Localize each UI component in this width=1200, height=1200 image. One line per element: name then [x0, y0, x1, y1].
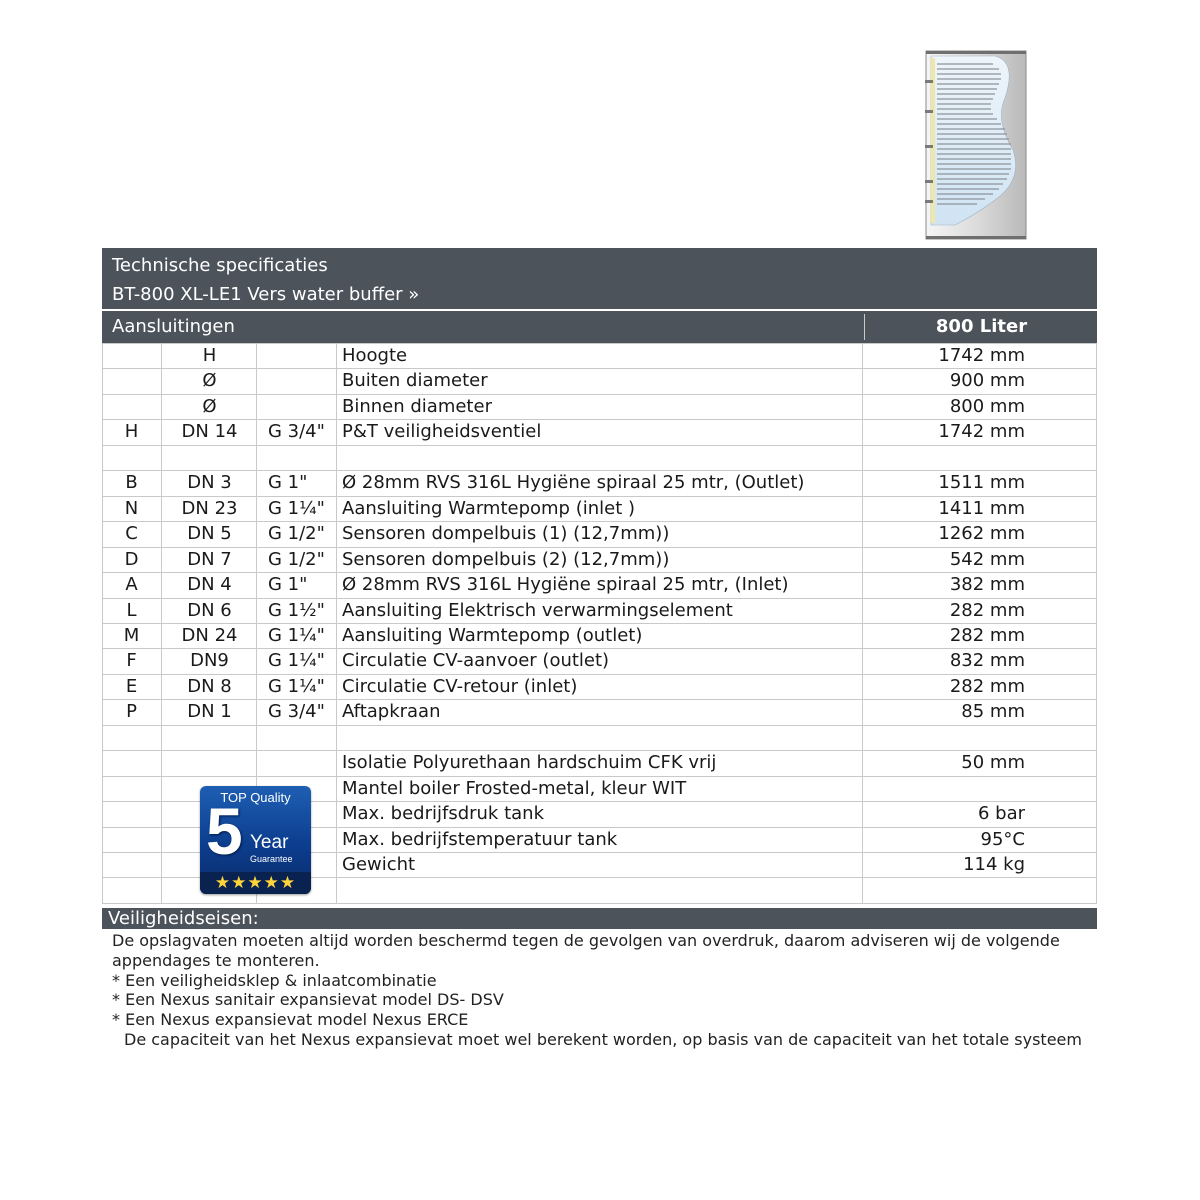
cell-desc: Aansluiting Warmtepomp (outlet)	[342, 625, 643, 646]
cell-value: 800 mm	[949, 396, 1025, 417]
safety-line: * Een Nexus sanitair expansievat model DS- DSV	[112, 990, 504, 1010]
cell-value: 1511 mm	[938, 472, 1025, 493]
table-row	[102, 394, 1097, 419]
cell-desc: Aansluiting Warmtepomp (inlet )	[342, 498, 636, 519]
cell-desc: Max. bedrijfstemperatuur tank	[342, 829, 618, 850]
badge-guarantee: Guarantee	[250, 854, 293, 864]
badge-number: 5	[206, 794, 243, 868]
cell-value: 1262 mm	[938, 523, 1025, 544]
cell-code: B	[125, 472, 138, 493]
cell-desc: Buiten diameter	[342, 370, 488, 391]
buffer-tank-image	[925, 50, 1027, 240]
cell-desc: Sensoren dompelbuis (2) (12,7mm))	[342, 549, 670, 570]
table-row	[102, 496, 1097, 521]
table-row	[102, 648, 1097, 673]
table-row	[102, 547, 1097, 572]
cell-desc: Sensoren dompelbuis (1) (12,7mm))	[342, 523, 670, 544]
safety-text	[112, 931, 1092, 1050]
cell-value: 382 mm	[949, 574, 1025, 595]
cell-code: C	[125, 523, 138, 544]
cell-desc: Hoogte	[342, 345, 408, 366]
safety-title: Veiligheidseisen:	[102, 908, 1097, 929]
cell-dn: DN 23	[181, 498, 238, 519]
cell-code: H	[124, 421, 139, 442]
cell-dn: DN 4	[187, 574, 232, 595]
cell-thread: G 3/4"	[268, 421, 325, 442]
spec-header	[102, 248, 1097, 309]
cell-thread: G 1½"	[268, 600, 325, 621]
table-row	[102, 470, 1097, 495]
cell-code: A	[125, 574, 138, 595]
cell-desc: Ø 28mm RVS 316L Hygiëne spiraal 25 mtr, (Inlet)	[342, 574, 789, 595]
section-label: Aansluitingen	[112, 316, 235, 337]
table-row	[102, 623, 1097, 648]
table-row	[102, 445, 1097, 470]
table-row	[102, 674, 1097, 699]
cell-value: 900 mm	[949, 370, 1025, 391]
cell-desc: Mantel boiler Frosted-metal, kleur WIT	[342, 778, 687, 799]
cell-code: M	[123, 625, 140, 646]
cell-dn: DN 8	[187, 676, 232, 697]
cell-desc: Ø 28mm RVS 316L Hygiëne spiraal 25 mtr, (Outlet)	[342, 472, 805, 493]
table-row	[102, 521, 1097, 546]
badge-top-quality: TOP Quality	[220, 790, 291, 805]
badge-year: Year	[250, 832, 289, 853]
cell-dn: Ø	[202, 370, 217, 391]
cell-thread: G 1/2"	[268, 523, 325, 544]
safety-line: appendages te monteren.	[112, 950, 320, 970]
connections-header	[102, 311, 1097, 343]
table-row	[102, 343, 1097, 368]
cell-code: D	[124, 549, 139, 570]
cell-dn: DN 7	[187, 549, 232, 570]
cell-desc: Circulatie CV-aanvoer (outlet)	[342, 650, 610, 671]
cell-thread: G 1/2"	[268, 549, 325, 570]
cell-value: 832 mm	[949, 650, 1025, 671]
cell-thread: G 3/4"	[268, 701, 325, 722]
cell-value: 1742 mm	[938, 421, 1025, 442]
cell-code: P	[126, 701, 137, 722]
safety-line: * Een veiligheidsklep & inlaatcombinatie	[112, 970, 437, 990]
table-row	[102, 572, 1097, 597]
cell-value: 95°C	[980, 829, 1025, 850]
cell-dn: DN 5	[187, 523, 232, 544]
capacity-label: 800 Liter	[864, 314, 1098, 340]
cell-desc: Circulatie CV-retour (inlet)	[342, 676, 578, 697]
cell-dn: H	[202, 345, 217, 366]
spec-title: Technische specificaties	[112, 255, 328, 276]
cell-dn: DN 1	[187, 701, 232, 722]
cell-thread: G 1"	[268, 472, 308, 493]
cell-thread: G 1¼"	[268, 625, 325, 646]
cell-thread: G 1¼"	[268, 650, 325, 671]
safety-line: * Een Nexus expansievat model Nexus ERCE	[112, 1010, 469, 1030]
guarantee-badge	[200, 786, 311, 894]
cell-desc: Aansluiting Elektrisch verwarmingselement	[342, 600, 733, 621]
cell-desc: Binnen diameter	[342, 396, 492, 417]
cell-value: 50 mm	[961, 752, 1025, 773]
cell-value: 114 kg	[963, 854, 1025, 875]
cell-value: 1742 mm	[938, 345, 1025, 366]
cell-dn: DN9	[190, 650, 229, 671]
cell-value: 85 mm	[961, 701, 1025, 722]
cell-dn: DN 14	[181, 421, 238, 442]
cell-desc: Gewicht	[342, 854, 416, 875]
cell-desc: Aftapkraan	[342, 701, 441, 722]
cell-code: L	[126, 600, 137, 621]
cell-thread: G 1"	[268, 574, 308, 595]
product-name: BT-800 XL-LE1 Vers water buffer »	[112, 284, 420, 305]
cell-value: 282 mm	[949, 676, 1025, 697]
cell-value: 542 mm	[949, 549, 1025, 570]
cell-dn: Ø	[202, 396, 217, 417]
safety-line: De capaciteit van het Nexus expansievat moet wel berekent worden, op basis van de capaciteit van het totale systeem	[124, 1029, 1082, 1049]
cell-value: 6 bar	[977, 803, 1025, 824]
cell-value: 282 mm	[949, 600, 1025, 621]
cell-desc: Max. bedrijfsdruk tank	[342, 803, 544, 824]
cell-desc: P&T veiligheidsventiel	[342, 421, 542, 442]
table-row	[102, 699, 1097, 724]
cell-code: F	[126, 650, 137, 671]
cell-value: 282 mm	[949, 625, 1025, 646]
safety-line: De opslagvaten moeten altijd worden beschermd tegen de gevolgen van overdruk, daarom adviseren wij de volgende	[112, 931, 1060, 950]
badge-stars: ★★★★★	[200, 872, 311, 894]
cell-thread: G 1¼"	[268, 676, 325, 697]
cell-thread: G 1¼"	[268, 498, 325, 519]
cell-code: N	[124, 498, 139, 519]
cell-dn: DN 6	[187, 600, 232, 621]
table-row	[102, 419, 1097, 444]
table-row	[102, 750, 1097, 775]
table-row	[102, 598, 1097, 623]
cell-code: E	[125, 676, 138, 697]
cell-dn: DN 3	[187, 472, 232, 493]
cell-desc: Isolatie Polyurethaan hardschuim CFK vrij	[342, 752, 717, 773]
table-row	[102, 368, 1097, 393]
cell-value: 1411 mm	[938, 498, 1025, 519]
table-row	[102, 725, 1097, 750]
grid-hline	[102, 903, 1097, 904]
cell-dn: DN 24	[181, 625, 238, 646]
